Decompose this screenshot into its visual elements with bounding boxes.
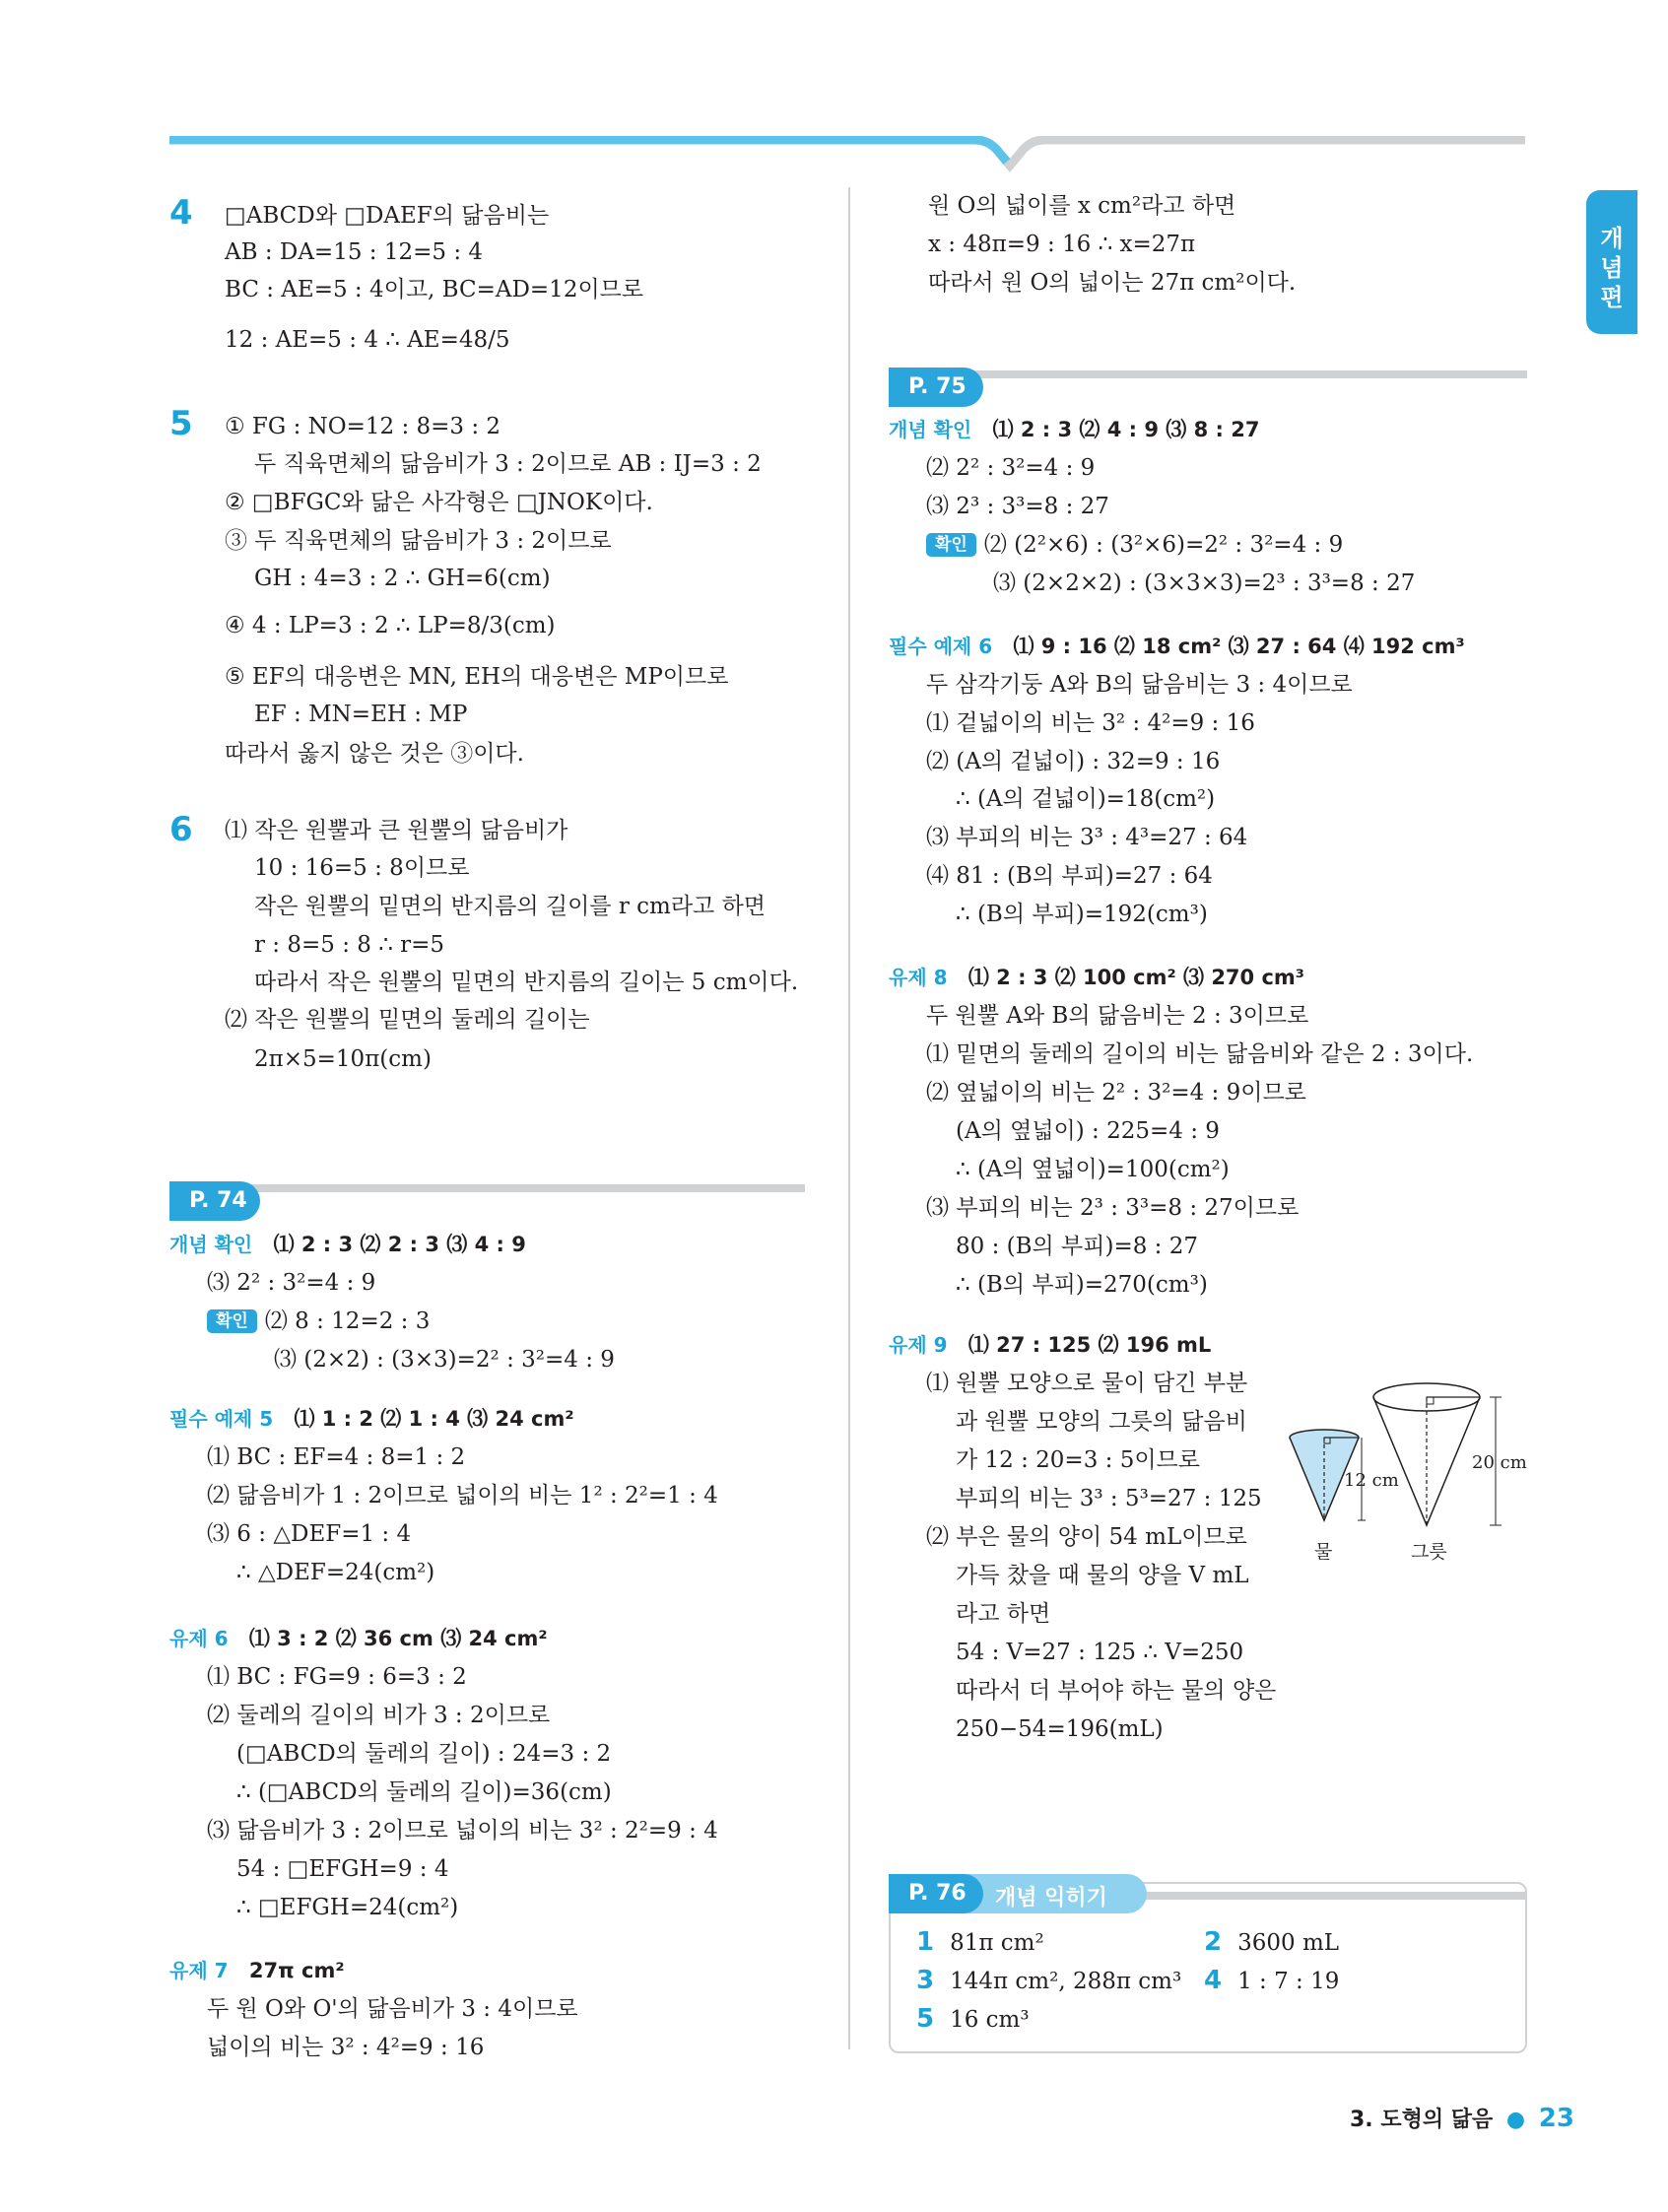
p74-concept-answer: ⑴ 2 : 3 ⑵ 2 : 3 ⑶ 4 : 9	[273, 1233, 526, 1256]
ex6-label: 필수 예제 6	[889, 635, 993, 658]
p74-label: P. 74	[169, 1181, 260, 1221]
side-tab	[1586, 190, 1637, 334]
p6-line-3: 작은 원뿔의 밑면의 반지름의 길이를 r cm라고 하면	[254, 894, 767, 919]
p5-line-2: 두 직육면체의 닮음비가 3 : 2이므로 AB : IJ=3 : 2	[254, 451, 762, 477]
p76-item-5-num: 5	[916, 2004, 935, 2034]
p76-item-2-val: 3600 mL	[1237, 1930, 1340, 1956]
ex6-answer: ⑴ 9 : 16 ⑵ 18 cm² ⑶ 27 : 64 ⑷ 192 cm³	[1013, 635, 1465, 658]
u6-row	[169, 1624, 548, 1653]
u7-line-2: 넓이의 비는 3² : 4²=9 : 16	[207, 2035, 485, 2060]
footer-dot: ●	[1505, 2108, 1526, 2132]
u9-line-8: 54 : V=27 : 125 ∴ V=250	[956, 1640, 1244, 1665]
p5-line-8: EF : MN=EH : MP	[254, 702, 468, 727]
r-top-line-1: 원 O의 넓이를 x cm²라고 하면	[928, 193, 1236, 219]
u9-line-5: ⑵ 부은 물의 양이 54 mL이므로	[926, 1524, 1247, 1550]
p75-check-badge: 확인	[926, 533, 976, 557]
u9-line-3: 가 12 : 20=3 : 5이므로	[956, 1447, 1200, 1473]
p75-concept-line-1: ⑵ 2² : 3²=4 : 9	[926, 455, 1096, 481]
u9-line-9: 따라서 더 부어야 하는 물의 양은	[956, 1678, 1277, 1704]
footer-page: 23	[1538, 2104, 1574, 2133]
p74-concept-line-1: ⑶ 2² : 3²=4 : 9	[207, 1270, 376, 1296]
p4-line-1: □ABCD와 □DAEF의 닮음비는	[225, 203, 550, 229]
u8-label: 유제 8	[889, 966, 948, 989]
p76-item-4	[1204, 1966, 1339, 1996]
p4-line-2: AB : DA=15 : 12=5 : 4	[225, 239, 484, 265]
r-top-line-3: 따라서 원 O의 넓이는 27π cm²이다.	[928, 270, 1297, 296]
side-tab-label: 개념편	[1600, 225, 1624, 311]
p6-line-5: 따라서 작은 원뿔의 밑면의 반지름의 길이는 5 cm이다.	[254, 970, 799, 995]
p75-concept-line-2: ⑶ 2³ : 3³=8 : 27	[926, 494, 1109, 519]
u8-line-2: ⑴ 밑면의 둘레의 길이의 비는 닮음비와 같은 2 : 3이다.	[926, 1041, 1474, 1067]
ex5-line-2: ⑵ 닮음비가 1 : 2이므로 넓이의 비는 1² : 2²=1 : 4	[207, 1483, 718, 1508]
ex6-line-1: 두 삼각기둥 A와 B의 닮음비는 3 : 4이므로	[926, 672, 1353, 698]
p74-check-line-1: ⑵ 8 : 12=2 : 3	[264, 1308, 431, 1334]
p4-line-4: 12 : AE=5 : 4 ∴ AE=48/5	[225, 327, 510, 353]
fig-water-label: 물	[1314, 1541, 1333, 1563]
p6-line-4: r : 8=5 : 8 ∴ r=5	[254, 932, 445, 958]
footer-chapter: 3. 도형의 닮음	[1350, 2108, 1494, 2132]
u9-line-7: 라고 하면	[956, 1601, 1051, 1627]
fig-h-small: 12 cm	[1344, 1470, 1399, 1491]
p75-rule	[889, 370, 1527, 378]
problem-6-number: 6	[169, 810, 193, 849]
u6-answer: ⑴ 3 : 2 ⑵ 36 cm ⑶ 24 cm²	[248, 1627, 548, 1650]
ex5-row	[169, 1404, 574, 1434]
u9-row	[889, 1330, 1211, 1360]
u6-line-4: ∴ (□ABCD의 둘레의 길이)=36(cm)	[236, 1779, 612, 1805]
p75-check-row	[926, 530, 1343, 560]
p6-line-7: 2π×5=10π(cm)	[254, 1046, 432, 1072]
u6-line-2: ⑵ 둘레의 길이의 비가 3 : 2이므로	[207, 1703, 551, 1728]
u9-label: 유제 9	[889, 1333, 948, 1357]
u8-line-1: 두 원뿔 A와 B의 닮음비는 2 : 3이므로	[926, 1003, 1309, 1029]
p6-line-2: 10 : 16=5 : 8이므로	[254, 855, 470, 881]
ex6-row	[889, 632, 1465, 661]
problem-4-number: 4	[169, 193, 193, 233]
p76-item-2	[1204, 1927, 1339, 1958]
u9-line-6: 가득 찼을 때 물의 양을 V mL	[956, 1563, 1249, 1588]
u9-line-1: ⑴ 원뿔 모양으로 물이 담긴 부분	[926, 1371, 1248, 1396]
u7-row	[169, 1956, 345, 1985]
p5-line-7: ⑤ EF의 대응변은 MN, EH의 대응변은 MP이므로	[225, 664, 729, 690]
u8-line-6: ⑶ 부피의 비는 2³ : 3³=8 : 27이므로	[926, 1195, 1300, 1221]
p5-line-1: ① FG : NO=12 : 8=3 : 2	[225, 414, 501, 439]
p76-item-4-val: 1 : 7 : 19	[1237, 1969, 1340, 1994]
p4-line-3: BC : AE=5 : 4이고, BC=AD=12이므로	[225, 277, 644, 302]
p6-line-1: ⑴ 작은 원뿔과 큰 원뿔의 닮음비가	[225, 818, 568, 843]
u8-line-7: 80 : (B의 부피)=8 : 27	[956, 1234, 1198, 1259]
ex5-label: 필수 예제 5	[169, 1407, 274, 1431]
u9-line-2: 과 원뿔 모양의 그릇의 닮음비	[956, 1409, 1247, 1435]
p75-label: P. 75	[889, 368, 983, 407]
ex5-answer: ⑴ 1 : 2 ⑵ 1 : 4 ⑶ 24 cm²	[294, 1407, 574, 1431]
ex5-line-4: ∴ △DEF=24(cm²)	[236, 1560, 435, 1585]
p74-rule	[169, 1184, 805, 1192]
ex6-line-6: ⑷ 81 : (B의 부피)=27 : 64	[926, 863, 1213, 889]
u6-line-6: 54 : □EFGH=9 : 4	[236, 1856, 449, 1882]
u6-line-3: (□ABCD의 둘레의 길이) : 24=3 : 2	[236, 1741, 612, 1767]
column-divider	[848, 187, 850, 2049]
p76-item-1	[916, 1927, 1044, 1958]
u9-answer: ⑴ 27 : 125 ⑵ 196 mL	[967, 1333, 1212, 1357]
u9-line-10: 250−54=196(mL)	[956, 1716, 1164, 1742]
p76-item-5-val: 16 cm³	[950, 2007, 1030, 2033]
p76-title: 개념 익히기	[995, 1886, 1107, 1910]
ex6-line-4: ∴ (A의 겉넓이)=18(cm²)	[956, 786, 1216, 812]
p76-item-3	[916, 1966, 1181, 1996]
p74-check-row	[207, 1307, 430, 1336]
ex6-line-5: ⑶ 부피의 비는 3³ : 4³=27 : 64	[926, 825, 1248, 850]
p76-label: P. 76	[889, 1874, 983, 1913]
u8-line-5: ∴ (A의 옆넓이)=100(cm²)	[956, 1157, 1230, 1182]
p75-concept-answer: ⑴ 2 : 3 ⑵ 4 : 9 ⑶ 8 : 27	[992, 418, 1260, 441]
p5-line-4: ③ 두 직육면체의 닮음비가 3 : 2이므로	[225, 528, 612, 554]
p76-item-3-num: 3	[916, 1966, 935, 1995]
p74-check-line-2: ⑶ (2×2) : (3×3)=2² : 3²=4 : 9	[274, 1347, 615, 1373]
u9-line-4: 부피의 비는 3³ : 5³=27 : 125	[956, 1486, 1262, 1511]
p6-line-6: ⑵ 작은 원뿔의 밑면의 둘레의 길이는	[225, 1007, 590, 1033]
ex6-line-7: ∴ (B의 부피)=192(cm³)	[956, 902, 1208, 927]
r-top-line-2: x : 48π=9 : 16 ∴ x=27π	[928, 232, 1196, 257]
u6-line-5: ⑶ 닮음비가 3 : 2이므로 넓이의 비는 3² : 2²=9 : 4	[207, 1818, 718, 1843]
p75-concept-label: 개념 확인	[889, 418, 972, 441]
p5-line-9: 따라서 옳지 않은 것은 ③이다.	[225, 741, 524, 767]
u6-line-1: ⑴ BC : FG=9 : 6=3 : 2	[207, 1664, 467, 1690]
footer	[1350, 2103, 1574, 2133]
p76-item-5	[916, 2004, 1030, 2035]
fig-h-big: 20 cm	[1472, 1452, 1527, 1473]
p76-item-2-num: 2	[1204, 1927, 1223, 1957]
p74-concept-label: 개념 확인	[169, 1233, 253, 1256]
u7-line-1: 두 원 O와 O'의 닮음비가 3 : 4이므로	[207, 1996, 578, 2022]
p76-item-1-num: 1	[916, 1927, 935, 1957]
u7-answer: 27π cm²	[248, 1959, 345, 1982]
header-rule	[167, 136, 1527, 175]
u8-line-4: (A의 옆넓이) : 225=4 : 9	[956, 1118, 1220, 1144]
u6-line-7: ∴ □EFGH=24(cm²)	[236, 1895, 459, 1920]
u8-line-3: ⑵ 옆넓이의 비는 2² : 3²=4 : 9이므로	[926, 1080, 1306, 1106]
problem-5-number: 5	[169, 404, 193, 443]
p5-line-6: ④ 4 : LP=3 : 2 ∴ LP=8/3(cm)	[225, 613, 556, 638]
p75-check-line-1: ⑵ (2²×6) : (3²×6)=2² : 3²=4 : 9	[983, 532, 1344, 558]
p75-concept-row	[889, 415, 1259, 444]
p74-concept-row	[169, 1230, 526, 1259]
ex6-line-3: ⑵ (A의 겉넓이) : 32=9 : 16	[926, 749, 1221, 774]
p5-line-5: GH : 4=3 : 2 ∴ GH=6(cm)	[254, 566, 551, 591]
p76-item-4-num: 4	[1204, 1966, 1223, 1995]
ex5-line-1: ⑴ BC : EF=4 : 8=1 : 2	[207, 1444, 466, 1470]
u8-row	[889, 963, 1304, 992]
ex6-line-2: ⑴ 겉넓이의 비는 3² : 4²=9 : 16	[926, 710, 1255, 736]
p75-check-line-2: ⑶ (2×2×2) : (3×3×3)=2³ : 3³=8 : 27	[993, 570, 1416, 596]
fig-bowl-label: 그릇	[1411, 1541, 1447, 1563]
p76-item-1-val: 81π cm²	[950, 1930, 1044, 1956]
u6-label: 유제 6	[169, 1627, 229, 1650]
p5-line-3: ② □BFGC와 닮은 사각형은 □JNOK이다.	[225, 490, 653, 515]
u8-answer: ⑴ 2 : 3 ⑵ 100 cm² ⑶ 270 cm³	[967, 966, 1304, 989]
ex5-line-3: ⑶ 6 : △DEF=1 : 4	[207, 1521, 412, 1547]
u7-label: 유제 7	[169, 1959, 229, 1982]
p76-item-3-val: 144π cm², 288π cm³	[950, 1969, 1182, 1994]
u8-line-8: ∴ (B의 부피)=270(cm³)	[956, 1272, 1208, 1298]
p74-check-badge: 확인	[207, 1309, 257, 1333]
